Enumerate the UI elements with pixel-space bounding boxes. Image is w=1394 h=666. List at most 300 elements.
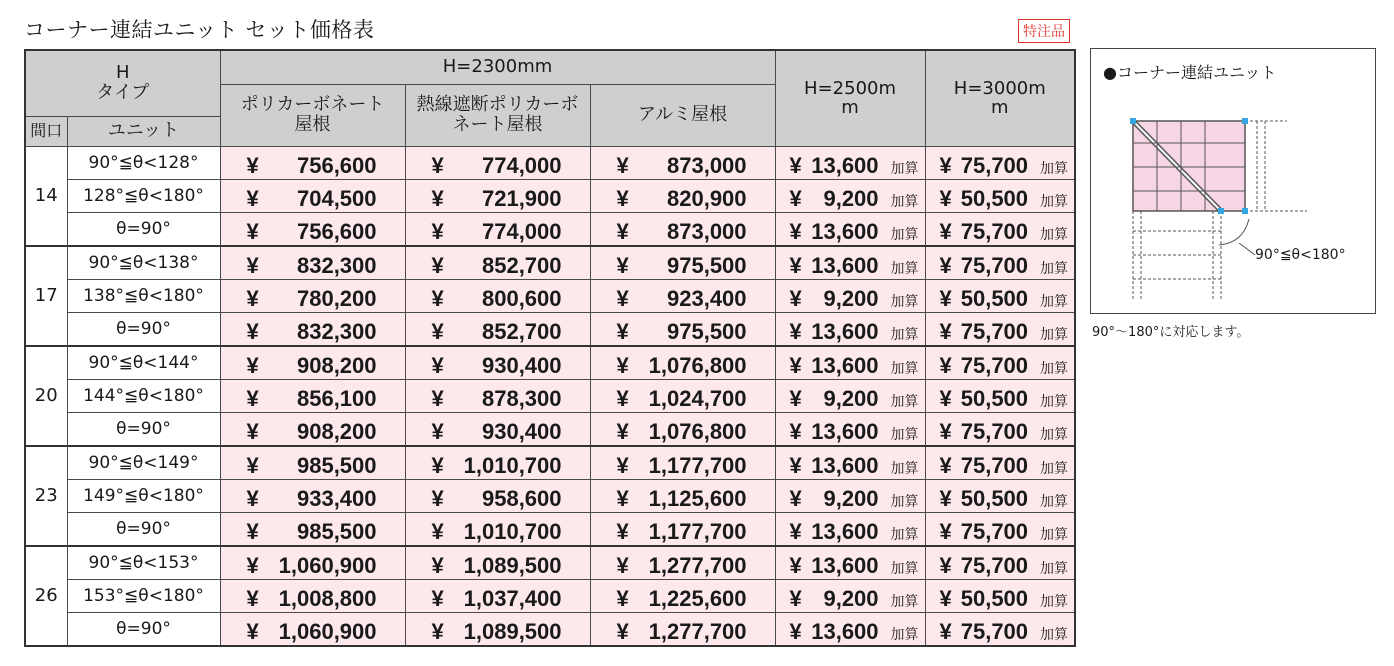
angle-cell: θ=90° — [67, 312, 220, 346]
angle-cell: 138°≦θ<180° — [67, 279, 220, 312]
add-h2500-cell — [775, 479, 925, 512]
add-unit: 加算 — [1040, 426, 1069, 443]
add-h3000-cell — [925, 612, 1075, 646]
yen-sign: ¥ — [246, 318, 259, 344]
add-value: 75,700 — [960, 518, 1029, 544]
add-unit: 加算 — [890, 393, 919, 410]
price-value: 975,500 — [667, 318, 747, 344]
yen-sign: ¥ — [789, 485, 802, 511]
price-heat-cell — [405, 279, 590, 312]
add-unit: 加算 — [890, 326, 919, 343]
add-unit: 加算 — [890, 493, 919, 510]
table-row — [25, 612, 1075, 646]
price-value: 856,100 — [296, 385, 377, 411]
span-header: 間口 — [25, 116, 67, 146]
yen-sign: ¥ — [431, 252, 444, 278]
table-row — [25, 246, 1075, 280]
yen-sign: ¥ — [616, 552, 629, 578]
add-value: 50,500 — [960, 585, 1029, 611]
yen-sign: ¥ — [616, 518, 629, 544]
yen-sign: ¥ — [789, 152, 802, 178]
joint-marker-2 — [1242, 208, 1248, 214]
price-value: 1,060,900 — [278, 552, 377, 578]
add-value: 13,600 — [811, 552, 879, 578]
add-h3000-cell — [925, 412, 1075, 446]
yen-sign: ¥ — [939, 218, 952, 244]
price-value: 1,060,900 — [278, 618, 377, 644]
price-heat-cell — [405, 579, 590, 612]
add-value: 75,700 — [960, 418, 1029, 444]
yen-sign: ¥ — [789, 452, 802, 478]
price-heat-cell — [405, 312, 590, 346]
joint-marker-0 — [1130, 118, 1136, 124]
add-unit: 加算 — [1040, 626, 1069, 643]
yen-sign: ¥ — [789, 318, 802, 344]
angle-cell: 90°≦θ<153° — [67, 546, 220, 580]
table-row — [25, 346, 1075, 380]
price-value: 780,200 — [296, 285, 377, 311]
price-alu-cell — [590, 246, 775, 280]
price-value: 878,300 — [481, 385, 562, 411]
yen-sign: ¥ — [616, 252, 629, 278]
angle-cell: 90°≦θ<138° — [67, 246, 220, 280]
yen-sign: ¥ — [246, 552, 259, 578]
roof-poly-header: ポリカーボネート屋根 — [220, 84, 405, 146]
table-row — [25, 446, 1075, 480]
add-value: 75,700 — [960, 352, 1029, 378]
add-unit: 加算 — [890, 426, 919, 443]
price-alu-cell — [590, 212, 775, 246]
price-value: 958,600 — [481, 485, 562, 511]
add-unit: 加算 — [890, 526, 919, 543]
add-value: 9,200 — [823, 185, 879, 211]
table-row — [25, 379, 1075, 412]
add-value: 13,600 — [811, 418, 879, 444]
table-row — [25, 146, 1075, 179]
table-row — [25, 279, 1075, 312]
add-unit: 加算 — [890, 560, 919, 577]
add-unit: 加算 — [1040, 160, 1069, 177]
yen-sign: ¥ — [431, 418, 444, 444]
price-value: 908,200 — [296, 418, 377, 444]
roof-alu-header: アルミ屋根 — [590, 84, 775, 146]
price-poly-cell — [220, 512, 405, 546]
table-row — [25, 312, 1075, 346]
yen-sign: ¥ — [431, 352, 444, 378]
yen-sign: ¥ — [939, 252, 952, 278]
add-value: 50,500 — [960, 185, 1029, 211]
yen-sign: ¥ — [616, 185, 629, 211]
price-poly-cell — [220, 546, 405, 580]
add-h2500-cell — [775, 446, 925, 480]
add-h3000-cell — [925, 246, 1075, 280]
add-unit: 加算 — [1040, 493, 1069, 510]
price-heat-cell — [405, 512, 590, 546]
price-poly-cell — [220, 246, 405, 280]
price-value: 1,225,600 — [648, 585, 747, 611]
price-alu-cell — [590, 179, 775, 212]
yen-sign: ¥ — [939, 618, 952, 644]
angle-cell: 90°≦θ<128° — [67, 146, 220, 179]
yen-sign: ¥ — [616, 385, 629, 411]
add-h2500-cell — [775, 179, 925, 212]
price-value: 930,400 — [481, 352, 562, 378]
add-h3000-cell — [925, 146, 1075, 179]
yen-sign: ¥ — [789, 552, 802, 578]
yen-sign: ¥ — [939, 552, 952, 578]
add-h2500-cell — [775, 146, 925, 179]
add-value: 50,500 — [960, 385, 1029, 411]
yen-sign: ¥ — [789, 218, 802, 244]
unit-header: ユニット — [67, 116, 220, 146]
price-heat-cell — [405, 346, 590, 380]
price-value: 975,500 — [667, 252, 747, 278]
add-value: 50,500 — [960, 285, 1029, 311]
add-unit: 加算 — [1040, 326, 1069, 343]
yen-sign: ¥ — [939, 485, 952, 511]
table-row — [25, 479, 1075, 512]
price-poly-cell — [220, 612, 405, 646]
yen-sign: ¥ — [431, 452, 444, 478]
add-h3000-cell — [925, 479, 1075, 512]
yen-sign: ¥ — [789, 418, 802, 444]
price-value: 800,600 — [481, 285, 562, 311]
add-unit: 加算 — [1040, 560, 1069, 577]
table-row — [25, 179, 1075, 212]
price-alu-cell — [590, 546, 775, 580]
yen-sign: ¥ — [431, 518, 444, 544]
add-value: 75,700 — [960, 218, 1029, 244]
yen-sign: ¥ — [246, 352, 259, 378]
yen-sign: ¥ — [246, 618, 259, 644]
price-heat-cell — [405, 612, 590, 646]
price-value: 933,400 — [296, 485, 377, 511]
price-heat-cell — [405, 212, 590, 246]
add-h3000-cell — [925, 179, 1075, 212]
table-row — [25, 412, 1075, 446]
add-h3000-cell — [925, 279, 1075, 312]
span-cell: 17 — [25, 246, 67, 346]
yen-sign: ¥ — [246, 285, 259, 311]
span-cell: 14 — [25, 146, 67, 246]
add-h2500-cell — [775, 579, 925, 612]
table-row — [25, 512, 1075, 546]
add-value: 75,700 — [960, 618, 1029, 644]
yen-sign: ¥ — [616, 618, 629, 644]
yen-sign: ¥ — [246, 518, 259, 544]
add-unit: 加算 — [1040, 460, 1069, 477]
add-h3000-cell — [925, 546, 1075, 580]
add-unit: 加算 — [1040, 593, 1069, 610]
price-value: 1,076,800 — [648, 418, 747, 444]
yen-sign: ¥ — [246, 252, 259, 278]
price-value: 1,010,700 — [463, 518, 562, 544]
price-value: 985,500 — [296, 518, 377, 544]
add-unit: 加算 — [1040, 293, 1069, 310]
add-value: 75,700 — [960, 452, 1029, 478]
yen-sign: ¥ — [939, 318, 952, 344]
price-heat-cell — [405, 379, 590, 412]
add-h2500-cell — [775, 512, 925, 546]
add-value: 13,600 — [811, 452, 879, 478]
yen-sign: ¥ — [246, 152, 259, 178]
price-heat-cell — [405, 179, 590, 212]
add-h2500-cell — [775, 346, 925, 380]
price-table — [24, 49, 1076, 647]
yen-sign: ¥ — [789, 185, 802, 211]
yen-sign: ¥ — [939, 385, 952, 411]
price-poly-cell — [220, 279, 405, 312]
price-value: 873,000 — [667, 152, 747, 178]
add-value: 13,600 — [811, 618, 879, 644]
price-alu-cell — [590, 512, 775, 546]
h2500-header: H=2500mm — [775, 50, 925, 146]
angle-leader — [1239, 243, 1255, 255]
yen-sign: ¥ — [789, 518, 802, 544]
add-unit: 加算 — [890, 626, 919, 643]
yen-sign: ¥ — [431, 185, 444, 211]
price-value: 930,400 — [481, 418, 562, 444]
price-value: 923,400 — [667, 285, 747, 311]
add-unit: 加算 — [890, 160, 919, 177]
add-value: 13,600 — [811, 352, 879, 378]
add-value: 13,600 — [811, 318, 879, 344]
add-unit: 加算 — [1040, 226, 1069, 243]
span-cell: 20 — [25, 346, 67, 446]
h2300-header: H=2300mm — [220, 50, 775, 84]
yen-sign: ¥ — [939, 152, 952, 178]
add-unit: 加算 — [1040, 393, 1069, 410]
joint-marker-3 — [1218, 208, 1224, 214]
table-row — [25, 212, 1075, 246]
price-alu-cell — [590, 146, 775, 179]
yen-sign: ¥ — [246, 452, 259, 478]
add-value: 50,500 — [960, 485, 1029, 511]
yen-sign: ¥ — [616, 585, 629, 611]
price-poly-cell — [220, 479, 405, 512]
angle-cell: θ=90° — [67, 412, 220, 446]
angle-arc — [1219, 219, 1249, 245]
yen-sign: ¥ — [939, 185, 952, 211]
add-value: 13,600 — [811, 218, 879, 244]
add-h3000-cell — [925, 212, 1075, 246]
yen-sign: ¥ — [616, 418, 629, 444]
add-unit: 加算 — [1040, 193, 1069, 210]
add-h3000-cell — [925, 579, 1075, 612]
add-value: 75,700 — [960, 552, 1029, 578]
price-table-body — [25, 146, 1075, 646]
price-poly-cell — [220, 446, 405, 480]
add-unit: 加算 — [890, 193, 919, 210]
price-value: 873,000 — [667, 218, 747, 244]
price-poly-cell — [220, 379, 405, 412]
add-unit: 加算 — [890, 460, 919, 477]
add-h3000-cell — [925, 512, 1075, 546]
yen-sign: ¥ — [939, 352, 952, 378]
price-poly-cell — [220, 312, 405, 346]
price-poly-cell — [220, 146, 405, 179]
add-value: 9,200 — [823, 485, 879, 511]
yen-sign: ¥ — [246, 385, 259, 411]
price-value: 820,900 — [667, 185, 747, 211]
angle-cell: 144°≦θ<180° — [67, 379, 220, 412]
add-h3000-cell — [925, 312, 1075, 346]
yen-sign: ¥ — [246, 585, 259, 611]
add-h2500-cell — [775, 546, 925, 580]
custom-order-badge: 特注品 — [1018, 19, 1070, 43]
add-value: 13,600 — [811, 252, 879, 278]
add-value: 75,700 — [960, 252, 1029, 278]
span-cell: 23 — [25, 446, 67, 546]
type-label: タイプ — [96, 82, 150, 104]
price-poly-cell — [220, 346, 405, 380]
price-alu-cell — [590, 312, 775, 346]
yen-sign: ¥ — [616, 218, 629, 244]
add-h2500-cell — [775, 612, 925, 646]
yen-sign: ¥ — [616, 352, 629, 378]
yen-sign: ¥ — [616, 485, 629, 511]
price-value: 1,089,500 — [463, 618, 562, 644]
price-value: 774,000 — [481, 218, 562, 244]
add-h3000-cell — [925, 346, 1075, 380]
add-h2500-cell — [775, 212, 925, 246]
add-h2500-cell — [775, 412, 925, 446]
add-value: 9,200 — [823, 585, 879, 611]
price-value: 832,300 — [296, 252, 377, 278]
angle-cell: 90°≦θ<144° — [67, 346, 220, 380]
price-value: 1,008,800 — [278, 585, 377, 611]
price-value: 1,024,700 — [648, 385, 747, 411]
table-row — [25, 579, 1075, 612]
price-heat-cell — [405, 412, 590, 446]
price-value: 721,900 — [481, 185, 562, 211]
add-unit: 加算 — [890, 593, 919, 610]
add-value: 9,200 — [823, 385, 879, 411]
price-value: 1,277,700 — [648, 552, 747, 578]
yen-sign: ¥ — [939, 418, 952, 444]
add-h3000-cell — [925, 379, 1075, 412]
add-unit: 加算 — [890, 226, 919, 243]
add-unit: 加算 — [890, 293, 919, 310]
price-value: 756,600 — [296, 152, 377, 178]
corner-unit-drawing — [1091, 49, 1375, 313]
price-poly-cell — [220, 179, 405, 212]
price-value: 1,010,700 — [463, 452, 562, 478]
add-h2500-cell — [775, 312, 925, 346]
price-value: 908,200 — [296, 352, 377, 378]
angle-cell: 149°≦θ<180° — [67, 479, 220, 512]
add-unit: 加算 — [890, 360, 919, 377]
price-value: 704,500 — [296, 185, 377, 211]
add-value: 13,600 — [811, 518, 879, 544]
yen-sign: ¥ — [431, 618, 444, 644]
price-poly-cell — [220, 212, 405, 246]
yen-sign: ¥ — [246, 418, 259, 444]
yen-sign: ¥ — [431, 485, 444, 511]
yen-sign: ¥ — [431, 318, 444, 344]
angle-cell: 90°≦θ<149° — [67, 446, 220, 480]
angle-cell: θ=90° — [67, 212, 220, 246]
yen-sign: ¥ — [431, 385, 444, 411]
page-title: コーナー連結ユニット セット価格表 — [24, 18, 375, 42]
add-unit: 加算 — [890, 260, 919, 277]
yen-sign: ¥ — [939, 452, 952, 478]
yen-sign: ¥ — [789, 585, 802, 611]
price-heat-cell — [405, 146, 590, 179]
price-heat-cell — [405, 546, 590, 580]
add-value: 13,600 — [811, 152, 879, 178]
price-value: 1,125,600 — [648, 485, 747, 511]
yen-sign: ¥ — [616, 285, 629, 311]
price-value: 756,600 — [296, 218, 377, 244]
price-alu-cell — [590, 346, 775, 380]
yen-sign: ¥ — [431, 218, 444, 244]
price-value: 1,277,700 — [648, 618, 747, 644]
yen-sign: ¥ — [431, 152, 444, 178]
yen-sign: ¥ — [789, 252, 802, 278]
yen-sign: ¥ — [246, 485, 259, 511]
angle-note: 90°〜180°に対応します。 — [1092, 325, 1250, 340]
price-value: 1,177,700 — [648, 518, 747, 544]
yen-sign: ¥ — [431, 285, 444, 311]
type-header — [25, 50, 220, 116]
add-unit: 加算 — [1040, 260, 1069, 277]
price-alu-cell — [590, 579, 775, 612]
price-alu-cell — [590, 279, 775, 312]
h-label: H — [115, 62, 130, 84]
price-alu-cell — [590, 612, 775, 646]
price-value: 774,000 — [481, 152, 562, 178]
price-heat-cell — [405, 446, 590, 480]
price-heat-cell — [405, 479, 590, 512]
add-value: 9,200 — [823, 285, 879, 311]
price-value: 1,076,800 — [648, 352, 747, 378]
h3000-header: H=3000mm — [925, 50, 1075, 146]
price-alu-cell — [590, 379, 775, 412]
price-value: 1,089,500 — [463, 552, 562, 578]
yen-sign: ¥ — [616, 318, 629, 344]
yen-sign: ¥ — [939, 585, 952, 611]
add-h2500-cell — [775, 246, 925, 280]
yen-sign: ¥ — [246, 218, 259, 244]
price-value: 985,500 — [296, 452, 377, 478]
yen-sign: ¥ — [616, 452, 629, 478]
price-heat-cell — [405, 246, 590, 280]
yen-sign: ¥ — [431, 585, 444, 611]
price-value: 852,700 — [481, 252, 562, 278]
add-value: 75,700 — [960, 152, 1029, 178]
angle-cell: 153°≦θ<180° — [67, 579, 220, 612]
yen-sign: ¥ — [789, 352, 802, 378]
add-unit: 加算 — [1040, 360, 1069, 377]
yen-sign: ¥ — [939, 285, 952, 311]
yen-sign: ¥ — [246, 185, 259, 211]
add-h2500-cell — [775, 279, 925, 312]
joint-marker-1 — [1242, 118, 1248, 124]
price-value: 1,177,700 — [648, 452, 747, 478]
price-value: 832,300 — [296, 318, 377, 344]
add-h2500-cell — [775, 379, 925, 412]
price-alu-cell — [590, 412, 775, 446]
table-row — [25, 546, 1075, 580]
add-unit: 加算 — [1040, 526, 1069, 543]
add-h3000-cell — [925, 446, 1075, 480]
span-cell: 26 — [25, 546, 67, 646]
corner-unit-diagram — [1090, 48, 1376, 314]
angle-range-label: 90°≦θ<180° — [1255, 247, 1346, 263]
yen-sign: ¥ — [431, 552, 444, 578]
angle-cell: 128°≦θ<180° — [67, 179, 220, 212]
